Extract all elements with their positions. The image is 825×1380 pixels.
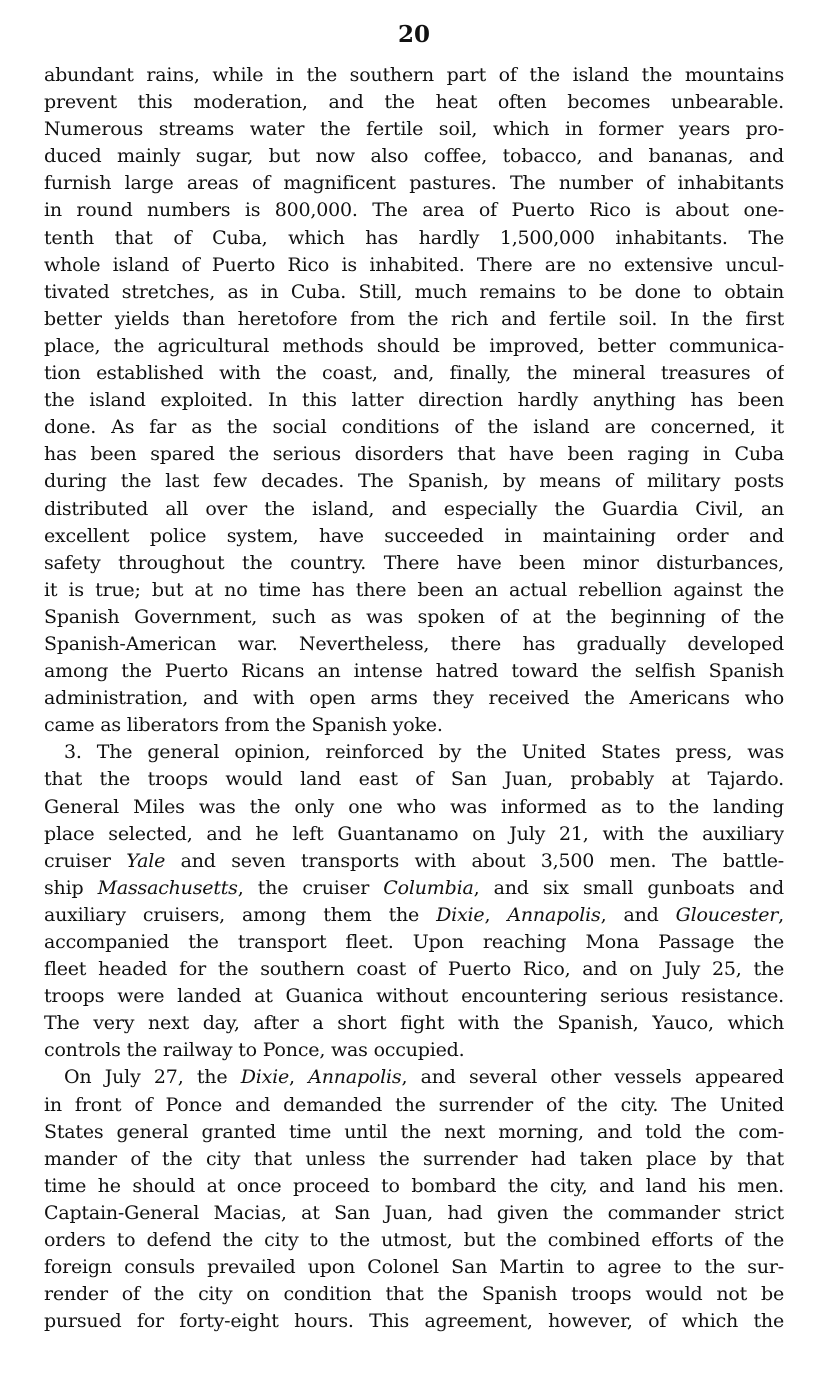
text-line: during the last few decades. The Spanish, by means of military posts bbox=[44, 470, 784, 493]
text-line: the island exploited. In this latter direction hardly anything has been bbox=[44, 389, 784, 412]
text-line: Captain-General Macias, at San Juan, had given the commander strict bbox=[44, 1201, 784, 1224]
text-line: among the Puerto Ricans an intense hatred toward the selfish Spanish bbox=[44, 660, 784, 683]
text-line: General Miles was the only one who was informed as to the landing bbox=[44, 795, 784, 818]
text-line: tenth that of Cuba, which has hardly 1,500,000 inhabitants. The bbox=[44, 226, 784, 249]
text-line: excellent police system, have succeeded in maintaining order and bbox=[44, 524, 784, 547]
text-line: orders to defend the city to the utmost, but the combined efforts of the bbox=[44, 1229, 784, 1252]
text-line: On July 27, the Dixie, Annapolis, and several other vessels appeared bbox=[64, 1066, 784, 1089]
text-line: duced mainly sugar, but now also coffee, tobacco, and bananas, and bbox=[44, 145, 784, 168]
text-line: foreign consuls prevailed upon Colonel San Martin to agree to the sur- bbox=[44, 1256, 784, 1279]
text-line: accompanied the transport fleet. Upon reaching Mona Passage the bbox=[44, 931, 784, 953]
paragraph-1 bbox=[44, 62, 784, 739]
text-line: tion established with the coast, and, finally, the mineral treasures of bbox=[44, 362, 784, 385]
text-line: 3. The general opinion, reinforced by the United States press, was bbox=[64, 741, 784, 764]
text-line: cruiser Yale and seven transports with about 3,500 men. The battle- bbox=[44, 849, 784, 872]
text-line: Spanish-American war. Nevertheless, there has gradually developed bbox=[44, 632, 784, 655]
text-line: ship Massachusetts, the cruiser Columbia, and six small gunboats and bbox=[44, 876, 784, 899]
text-line: Numerous streams water the fertile soil, which in former years pro- bbox=[44, 118, 784, 141]
text-line: place, the agricultural methods should be improved, better communica- bbox=[44, 334, 784, 357]
text-line: abundant rains, while in the southern part of the island the mountains bbox=[44, 64, 784, 86]
ship-name: Dixie bbox=[240, 1066, 290, 1089]
ship-name: Dixie bbox=[436, 903, 485, 926]
page-number: 20 bbox=[397, 21, 430, 48]
text-line: controls the railway to Ponce, was occupied. bbox=[44, 1039, 465, 1062]
text-line: has been spared the serious disorders that have been raging in Cuba bbox=[44, 443, 784, 466]
text-line: fleet headed for the southern coast of Puerto Rico, and on July 25, the bbox=[44, 958, 784, 981]
ship-name: Columbia bbox=[383, 876, 474, 899]
text-line: render of the city on condition that the Spanish troops would not be bbox=[44, 1283, 784, 1306]
ship-name: Massachusetts bbox=[97, 876, 238, 899]
text-line: in front of Ponce and demanded the surrender of the city. The United bbox=[44, 1093, 784, 1116]
text-line: Spanish Government, such as was spoken of at the beginning of the bbox=[44, 605, 784, 628]
text-line: The very next day, after a short fight with the Spanish, Yauco, which bbox=[44, 1012, 784, 1035]
text-line: in round numbers is 800,000. The area of Puerto Rico is about one- bbox=[44, 199, 784, 222]
text-line: whole island of Puerto Rico is inhabited. There are no extensive uncul- bbox=[44, 253, 784, 276]
text-line: pursued for forty-eight hours. This agreement, however, of which the bbox=[44, 1310, 784, 1333]
text-line: it is true; but at no time has there been an actual rebellion against the bbox=[44, 578, 784, 601]
text-line: that the troops would land east of San Juan, probably at Tajardo. bbox=[44, 768, 784, 791]
text-line: done. As far as the social conditions of the island are concerned, it bbox=[44, 416, 784, 439]
text-line: time he should at once proceed to bombard the city, and land his men. bbox=[44, 1174, 784, 1197]
paragraph-3 bbox=[44, 1064, 784, 1335]
text-line: auxiliary cruisers, among them the Dixie, Annapolis, and Gloucester, bbox=[44, 903, 784, 926]
text-line: better yields than heretofore from the rich and fertile soil. In the first bbox=[44, 307, 784, 330]
text-line: furnish large areas of magnificent pastures. The number of inhabitants bbox=[44, 172, 784, 195]
text-line: came as liberators from the Spanish yoke. bbox=[44, 714, 443, 737]
ship-name: Annapolis bbox=[308, 1066, 402, 1089]
text-line: place selected, and he left Guantanamo on July 21, with the auxiliary bbox=[44, 822, 784, 845]
text-line: tivated stretches, as in Cuba. Still, much remains to be done to obtain bbox=[44, 280, 784, 303]
text-line: administration, and with open arms they received the Americans who bbox=[44, 687, 784, 710]
text-line: distributed all over the island, and especially the Guardia Civil, an bbox=[44, 497, 784, 520]
ship-name: Yale bbox=[126, 849, 166, 872]
text-line: troops were landed at Guanica without encountering serious resistance. bbox=[44, 985, 784, 1008]
text-line: States general granted time until the next morning, and told the com- bbox=[44, 1120, 784, 1143]
text-line: prevent this moderation, and the heat often becomes unbearable. bbox=[44, 91, 784, 114]
text-line: safety throughout the country. There have been minor disturbances, bbox=[44, 551, 784, 574]
paragraph-2 bbox=[44, 739, 784, 1064]
ship-name: Gloucester bbox=[675, 903, 779, 926]
ship-name: Annapolis bbox=[507, 903, 601, 926]
document-page bbox=[44, 18, 784, 1335]
text-line: mander of the city that unless the surrender had taken place by that bbox=[44, 1147, 784, 1170]
